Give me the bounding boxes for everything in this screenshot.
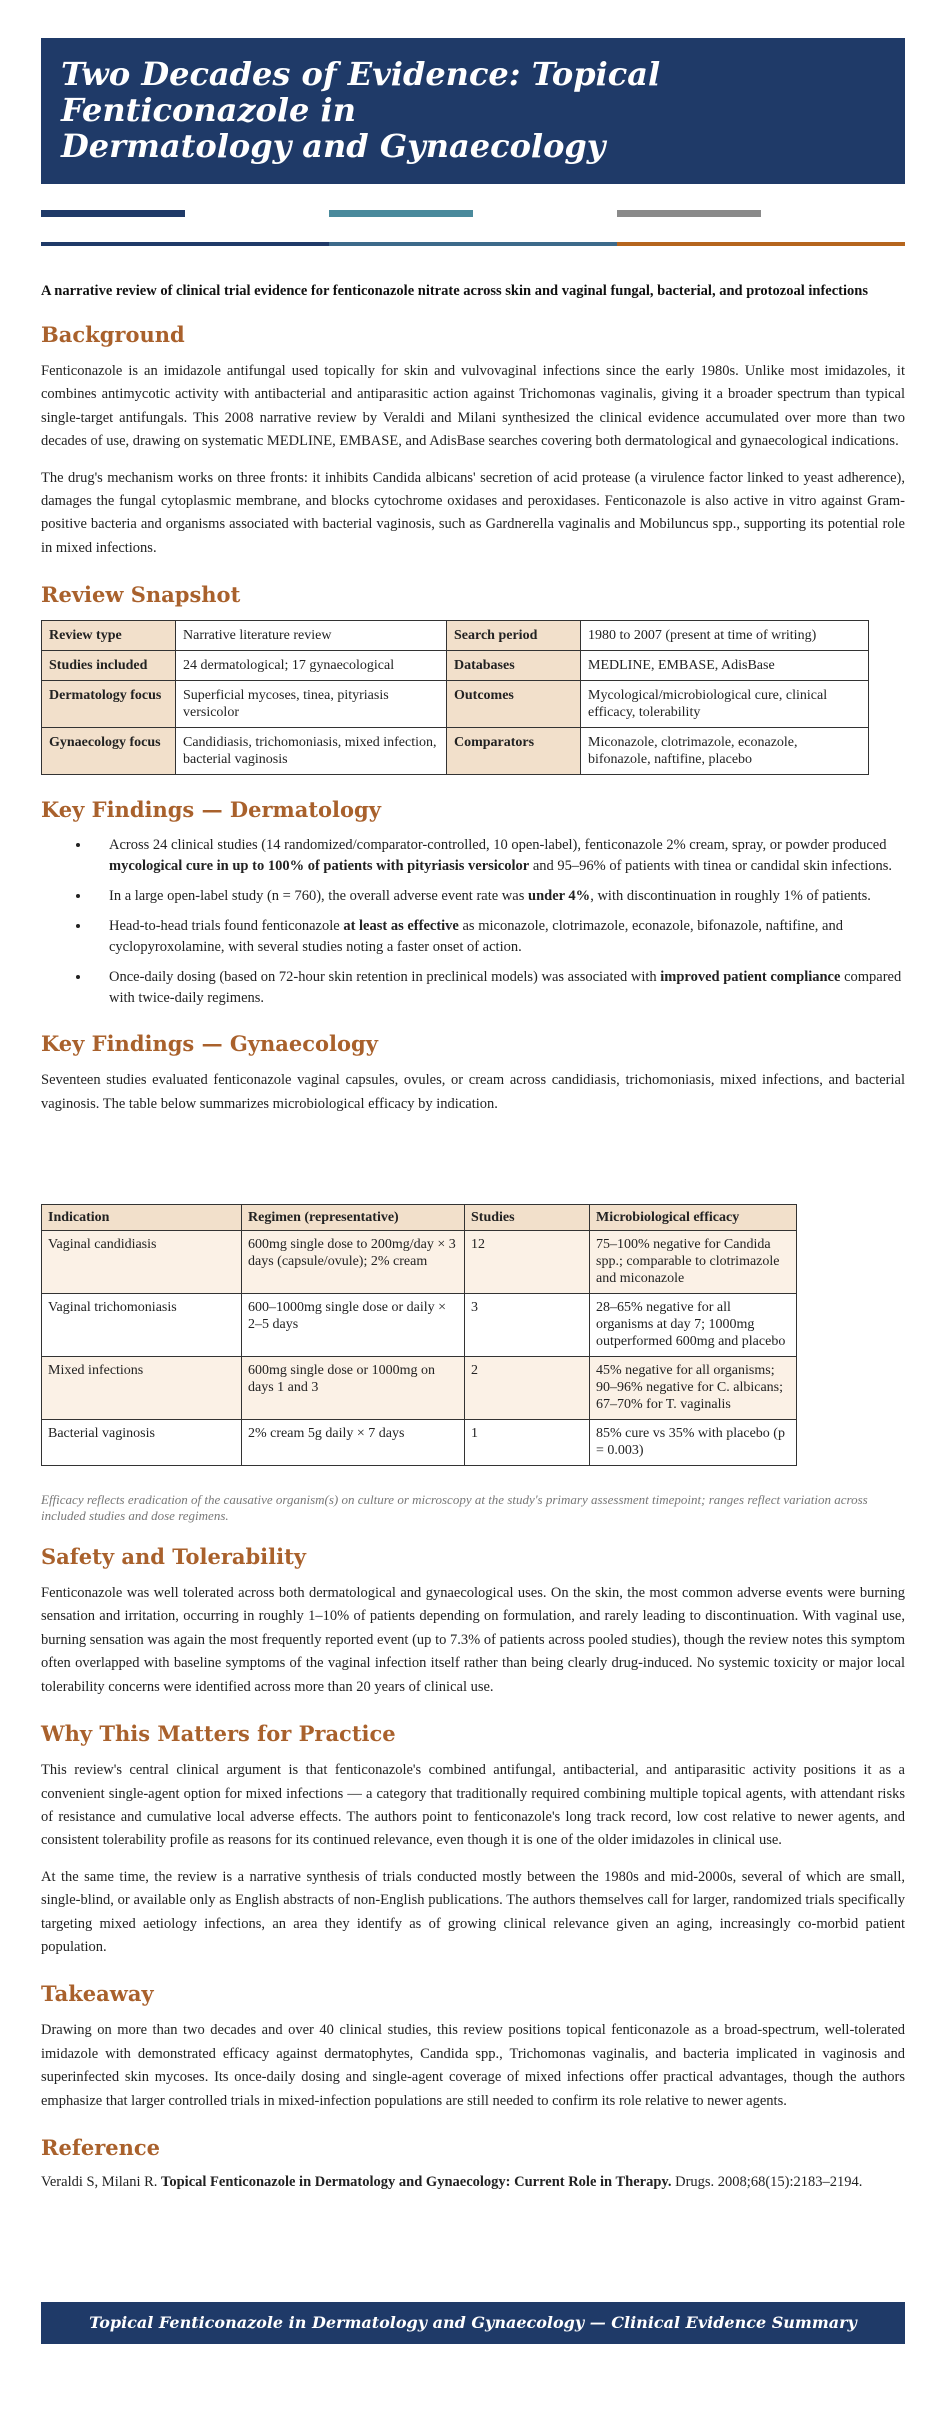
finding-emphasis: at least as effective: [343, 918, 459, 935]
snapshot-key: Outcomes: [447, 681, 581, 728]
gynaecology-heading: Key Findings — Gynaecology: [41, 1031, 378, 1057]
title-line-2: Fenticonazole in: [61, 91, 356, 129]
dermatology-heading: Key Findings — Dermatology: [41, 797, 381, 823]
divider-navy: [41, 242, 329, 246]
practice-paragraph-1: This review's central clinical argument is that fenticonazole's combined antifungal, antibacterial, and antiparasitic activity positions it as a convenient single-agent option for mixed infections — a category that traditionally required combining multiple topical agents, with attendant risks of resistance and cumulative local adverse effects. The authors point to fenticonazole's long track record, low cost relative to newer agents, and consistent tolerability profile as reasons for its continued relevance, even though it is one of the older imidazoles in clinical use.: [41, 1762, 905, 1849]
finding-text: , with discontinuation in roughly 1% of patients.: [590, 888, 871, 905]
page-title: [61, 56, 885, 164]
table-cell: Mixed infections: [42, 1357, 242, 1420]
snapshot-row: [42, 621, 869, 651]
column-header: Indication: [42, 1205, 242, 1231]
lede: A narrative review of clinical trial evidence for fenticonazole nitrate across skin and vaginal fungal, bacterial, and protozoal infections: [41, 283, 868, 299]
efficacy-table: [41, 1204, 797, 1466]
finding-item: [91, 886, 905, 907]
snapshot-row: [42, 651, 869, 681]
table-cell: 2% cream 5g daily × 7 days: [242, 1420, 465, 1466]
snapshot-key: Dermatology focus: [42, 681, 176, 728]
table-cell: 600mg single dose or 1000mg on days 1 and 3: [242, 1357, 465, 1420]
table-cell: Vaginal candidiasis: [42, 1231, 242, 1294]
finding-text: Once-daily dosing (based on 72-hour skin retention in preclinical models) was associated with: [109, 969, 661, 986]
reference-title: Topical Fenticonazole in Dermatology and Gynaecology: Current Role in Therapy.: [161, 2173, 672, 2190]
column-header: Microbiological efficacy: [590, 1205, 797, 1231]
snapshot-key: Search period: [447, 621, 581, 651]
reference-authors: Veraldi S, Milani R.: [41, 2173, 162, 2190]
efficacy-header-row: [42, 1205, 797, 1231]
snapshot-key: Review type: [42, 621, 176, 651]
table-cell: 600–1000mg single dose or daily × 2–5 days: [242, 1294, 465, 1357]
gynaecology-paragraph: Seventeen studies evaluated fenticonazole vaginal capsules, ovules, or cream across candidiasis, trichomoniasis, mixed infections, and bacterial vaginosis. The table below summarizes microbiological efficacy by indication.: [41, 1072, 905, 1112]
takeaway-paragraph: Drawing on more than two decades and over 40 clinical studies, this review positions topical fenticonazole as a broad-spectrum, well-tolerated imidazole with demonstrated efficacy against dermatophytes, Candida spp., Trichomonas vaginalis, and bacteria implicated in vaginosis and superinfected skin mycoses. Its once-daily dosing and single-agent coverage of mixed infections offer practical advantages, though the authors emphasize that larger controlled trials in mixed-infection populations are still needed to confirm its role relative to newer agents.: [41, 2022, 905, 2109]
finding-emphasis: improved patient compliance: [660, 969, 841, 986]
table-footnote: Efficacy reflects eradication of the causative organism(s) on culture or microscopy at the study's primary assessment timepoint; ranges reflect variation across included studies and dose regimens.: [41, 1492, 868, 1524]
column-header: Studies: [465, 1205, 590, 1231]
table-cell: 12: [465, 1231, 590, 1294]
divider-orange: [617, 242, 905, 246]
background-paragraph-2: The drug's mechanism works on three fronts: it inhibits Candida albicans' secretion of acid protease (a virulence factor linked to yeast adherence), damages the fungal cytoplasmic membrane, and blocks cytochrome oxidases and peroxidases. Fenticonazole is also active in vitro against Gram-positive bacteria and organisms associated with bacterial vaginosis, such as Gardnerella vaginalis and Mobiluncus spp., supporting its potential role in mixed infections.: [41, 469, 905, 556]
table-cell: Bacterial vaginosis: [42, 1420, 242, 1466]
finding-text: Across 24 clinical studies (14 randomized/comparator-controlled, 10 open-label), fenticonazole 2% cream, spray, or powder produced: [109, 837, 887, 854]
snapshot-value: 1980 to 2007 (present at time of writing): [581, 621, 869, 651]
table-cell: 1: [465, 1420, 590, 1466]
decorative-rules: [41, 210, 905, 250]
snapshot-row: [42, 681, 869, 728]
footer-banner: Topical Fenticonazole in Dermatology and Gynaecology — Clinical Evidence Summary: [41, 2302, 905, 2344]
table-cell: 75–100% negative for Candida spp.; comparable to clotrimazole and miconazole: [590, 1231, 797, 1294]
snapshot-table: [41, 620, 869, 775]
snapshot-value: Mycological/microbiological cure, clinical efficacy, tolerability: [581, 681, 869, 728]
efficacy-row: [42, 1420, 797, 1466]
efficacy-row: [42, 1231, 797, 1294]
snapshot-key: Databases: [447, 651, 581, 681]
takeaway-heading: Takeaway: [41, 1981, 154, 2007]
article-body: [41, 282, 905, 2209]
background-heading: Background: [41, 322, 185, 347]
finding-text: as miconazole, clotrimazole, econazole, bifonazole, naftifine, and cyclopyroxolamine, with several studies noting a faster onset of action.: [109, 918, 843, 956]
reference-journal: Drugs. 2008;68(15):2183–2194.: [671, 2173, 863, 2190]
reference-citation: [41, 2173, 905, 2191]
column-header: Regimen (representative): [242, 1205, 465, 1231]
efficacy-row: [42, 1294, 797, 1357]
title-banner: [41, 38, 905, 184]
finding-emphasis: under 4%: [528, 888, 591, 905]
finding-text: compared with twice-daily regimens.: [109, 969, 902, 1007]
snapshot-value: Superficial mycoses, tinea, pityriasis versicolor: [176, 681, 447, 728]
table-cell: 600mg single dose to 200mg/day × 3 days (capsule/ovule); 2% cream: [242, 1231, 465, 1294]
snapshot-key: Comparators: [447, 728, 581, 775]
accent-bar-teal: [329, 210, 473, 217]
efficacy-row: [42, 1357, 797, 1420]
reference-heading: Reference: [41, 2134, 161, 2160]
background-paragraph-1: Fenticonazole is an imidazole antifungal used topically for skin and vulvovaginal infections since the early 1980s. Unlike most imidazoles, it combines antimycotic activity with antibacterial and antiparasitic action against Trichomonas vaginalis, giving it a broader spectrum than typical single-target antifungals. This 2008 narrative review by Veraldi and Milani synthesized the clinical evidence accumulated over more than two decades of use, drawing on systematic MEDLINE, EMBASE, and AdisBase searches covering both dermatological and gynaecological indications.: [41, 363, 905, 450]
snapshot-heading: Review Snapshot: [41, 582, 241, 608]
safety-heading: Safety and Tolerability: [41, 1544, 307, 1570]
finding-item: [91, 916, 905, 958]
snapshot-value: Narrative literature review: [176, 621, 447, 651]
dermatology-findings: [41, 835, 905, 1009]
finding-text: Head-to-head trials found fenticonazole: [109, 918, 344, 935]
table-cell: Vaginal trichomoniasis: [42, 1294, 242, 1357]
snapshot-key: Gynaecology focus: [42, 728, 176, 775]
practice-heading: Why This Matters for Practice: [41, 1721, 396, 1747]
snapshot-value: Miconazole, clotrimazole, econazole, bifonazole, naftifine, placebo: [581, 728, 869, 775]
table-cell: 2: [465, 1357, 590, 1420]
title-line-3: Dermatology and Gynaecology: [61, 127, 606, 165]
snapshot-value: 24 dermatological; 17 gynaecological: [176, 651, 447, 681]
finding-text: In a large open-label study (n = 760), the overall adverse event rate was: [109, 888, 528, 905]
table-cell: 85% cure vs 35% with placebo (p = 0.003): [590, 1420, 797, 1466]
snapshot-key: Studies included: [42, 651, 176, 681]
divider-blue: [329, 242, 617, 246]
finding-item: [91, 967, 905, 1009]
snapshot-value: Candidiasis, trichomoniasis, mixed infection, bacterial vaginosis: [176, 728, 447, 775]
accent-bar-grey: [617, 210, 761, 217]
safety-paragraph: Fenticonazole was well tolerated across both dermatological and gynaecological uses. On the skin, the most common adverse events were burning sensation and irritation, occurring in roughly 1–10% of patients depending on formulation, and rarely leading to discontinuation. With vaginal use, burning sensation was again the most frequently reported event (up to 7.3% of patients across pooled studies), though the review notes this symptom often overlapped with baseline symptoms of the vaginal infection itself rather than being clearly drug-induced. No systemic toxicity or major local tolerability concerns were identified across more than 20 years of clinical use.: [41, 1585, 905, 1695]
table-cell: 45% negative for all organisms; 90–96% negative for C. albicans; 67–70% for T. vaginalis: [590, 1357, 797, 1420]
finding-emphasis: mycological cure in up to 100% of patients with pityriasis versicolor: [109, 858, 530, 875]
spacer: [41, 1129, 905, 1204]
snapshot-row: [42, 728, 869, 775]
accent-bar-navy: [41, 210, 185, 217]
finding-item: [91, 835, 905, 877]
practice-paragraph-2: At the same time, the review is a narrative synthesis of trials conducted mostly between the 1980s and mid-2000s, several of which are small, single-blind, or available only as English abstracts of non-English publications. The authors themselves call for larger, randomized trials specifically targeting mixed aetiology infections, an area they identify as of growing clinical relevance given an aging, increasingly co-morbid patient population.: [41, 1868, 905, 1955]
snapshot-value: MEDLINE, EMBASE, AdisBase: [581, 651, 869, 681]
table-cell: 28–65% negative for all organisms at day 7; 1000mg outperformed 600mg and placebo: [590, 1294, 797, 1357]
title-line-1: Two Decades of Evidence: Topical: [61, 55, 661, 93]
table-cell: 3: [465, 1294, 590, 1357]
finding-text: and 95–96% of patients with tinea or candidal skin infections.: [529, 858, 893, 875]
